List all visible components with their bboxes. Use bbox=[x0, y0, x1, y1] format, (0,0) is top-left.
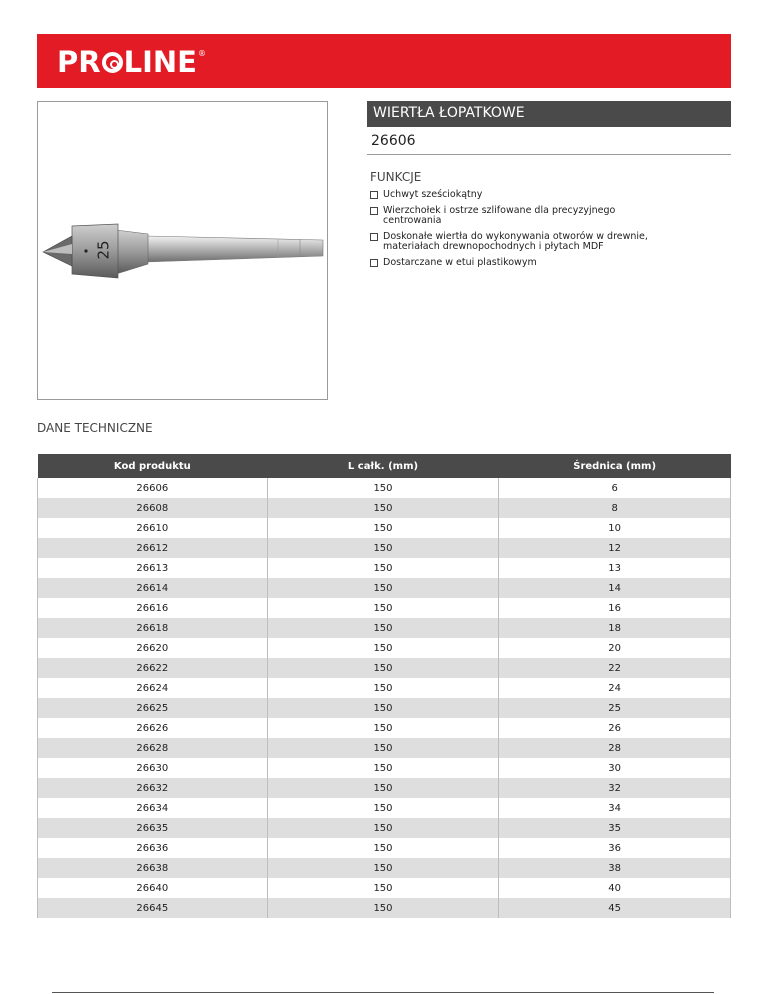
table-row bbox=[38, 698, 731, 718]
cell-code: 26628 bbox=[38, 738, 268, 758]
table-row bbox=[38, 578, 731, 598]
cell-diameter: 10 bbox=[499, 518, 731, 538]
cell-length: 150 bbox=[267, 538, 499, 558]
registered-mark: ® bbox=[197, 49, 206, 58]
cell-diameter: 16 bbox=[499, 598, 731, 618]
cell-code: 26622 bbox=[38, 658, 268, 678]
cell-diameter: 26 bbox=[499, 718, 731, 738]
table-row bbox=[38, 678, 731, 698]
table-row bbox=[38, 518, 731, 538]
cell-length: 150 bbox=[267, 898, 499, 918]
cell-diameter: 8 bbox=[499, 498, 731, 518]
cell-length: 150 bbox=[267, 718, 499, 738]
cell-length: 150 bbox=[267, 698, 499, 718]
feature-item bbox=[370, 232, 670, 253]
cell-diameter: 13 bbox=[499, 558, 731, 578]
product-code: 26606 bbox=[367, 133, 731, 155]
cell-diameter: 45 bbox=[499, 898, 731, 918]
cell-code: 26638 bbox=[38, 858, 268, 878]
cell-code: 26618 bbox=[38, 618, 268, 638]
product-title: WIERTŁA ŁOPATKOWE bbox=[367, 101, 731, 127]
table-row bbox=[38, 778, 731, 798]
cell-diameter: 24 bbox=[499, 678, 731, 698]
cell-length: 150 bbox=[267, 518, 499, 538]
table-row bbox=[38, 538, 731, 558]
cell-length: 150 bbox=[267, 798, 499, 818]
cell-code: 26640 bbox=[38, 878, 268, 898]
cell-diameter: 30 bbox=[499, 758, 731, 778]
logo-o-icon bbox=[102, 52, 123, 73]
feature-item bbox=[370, 190, 670, 201]
feature-text: Wierzchołek i ostrze szlifowane dla precyzyjnego centrowania bbox=[383, 204, 616, 226]
table-row bbox=[38, 718, 731, 738]
cell-diameter: 38 bbox=[499, 858, 731, 878]
cell-code: 26625 bbox=[38, 698, 268, 718]
cell-code: 26614 bbox=[38, 578, 268, 598]
feature-text: Uchwyt sześciokątny bbox=[383, 189, 483, 200]
cell-diameter: 6 bbox=[499, 478, 731, 498]
cell-length: 150 bbox=[267, 558, 499, 578]
table-row bbox=[38, 618, 731, 638]
cell-code: 26606 bbox=[38, 478, 268, 498]
table-row bbox=[38, 838, 731, 858]
cell-code: 26634 bbox=[38, 798, 268, 818]
cell-diameter: 22 bbox=[499, 658, 731, 678]
column-header-code: Kod produktu bbox=[38, 454, 268, 478]
checkbox-icon bbox=[370, 259, 378, 267]
cell-diameter: 18 bbox=[499, 618, 731, 638]
cell-diameter: 36 bbox=[499, 838, 731, 858]
cell-diameter: 32 bbox=[499, 778, 731, 798]
cell-code: 26610 bbox=[38, 518, 268, 538]
proline-logo bbox=[57, 47, 206, 77]
cell-diameter: 14 bbox=[499, 578, 731, 598]
cell-code: 26635 bbox=[38, 818, 268, 838]
cell-length: 150 bbox=[267, 838, 499, 858]
cell-code: 26612 bbox=[38, 538, 268, 558]
table-row bbox=[38, 878, 731, 898]
tech-heading: DANE TECHNICZNE bbox=[37, 421, 153, 435]
feature-item bbox=[370, 258, 670, 269]
size-engraving: 25 bbox=[94, 240, 113, 260]
table-row bbox=[38, 658, 731, 678]
column-header-length: L całk. (mm) bbox=[267, 454, 499, 478]
cell-code: 26616 bbox=[38, 598, 268, 618]
footer-divider bbox=[52, 992, 714, 993]
cell-code: 26608 bbox=[38, 498, 268, 518]
table-row bbox=[38, 818, 731, 838]
table-row bbox=[38, 498, 731, 518]
table-header-row bbox=[38, 454, 731, 478]
logo-text-start: PR bbox=[57, 45, 101, 79]
table-row bbox=[38, 558, 731, 578]
features-list bbox=[370, 190, 670, 268]
product-photo bbox=[37, 101, 328, 400]
cell-length: 150 bbox=[267, 498, 499, 518]
checkbox-icon bbox=[370, 233, 378, 241]
table-row bbox=[38, 758, 731, 778]
table-row bbox=[38, 798, 731, 818]
cell-diameter: 20 bbox=[499, 638, 731, 658]
features-section bbox=[370, 170, 670, 273]
cell-code: 26636 bbox=[38, 838, 268, 858]
cell-code: 26626 bbox=[38, 718, 268, 738]
cell-length: 150 bbox=[267, 678, 499, 698]
column-header-diameter: Średnica (mm) bbox=[499, 454, 731, 478]
cell-length: 150 bbox=[267, 818, 499, 838]
cell-code: 26624 bbox=[38, 678, 268, 698]
cell-length: 150 bbox=[267, 758, 499, 778]
table-row bbox=[38, 478, 731, 498]
spec-table bbox=[37, 454, 731, 918]
spade-bit-image bbox=[38, 102, 327, 399]
cell-diameter: 25 bbox=[499, 698, 731, 718]
cell-diameter: 35 bbox=[499, 818, 731, 838]
table-row bbox=[38, 858, 731, 878]
cell-length: 150 bbox=[267, 738, 499, 758]
table-row bbox=[38, 598, 731, 618]
cell-code: 26645 bbox=[38, 898, 268, 918]
feature-text: Dostarczane w etui plastikowym bbox=[383, 256, 537, 268]
checkbox-icon bbox=[370, 191, 378, 199]
cell-diameter: 40 bbox=[499, 878, 731, 898]
features-heading: FUNKCJE bbox=[370, 170, 422, 184]
cell-length: 150 bbox=[267, 658, 499, 678]
feature-item bbox=[370, 206, 670, 227]
table-row bbox=[38, 738, 731, 758]
cell-diameter: 12 bbox=[499, 538, 731, 558]
cell-length: 150 bbox=[267, 638, 499, 658]
cell-length: 150 bbox=[267, 578, 499, 598]
cell-code: 26620 bbox=[38, 638, 268, 658]
cell-code: 26613 bbox=[38, 558, 268, 578]
cell-code: 26632 bbox=[38, 778, 268, 798]
cell-length: 150 bbox=[267, 858, 499, 878]
cell-length: 150 bbox=[267, 618, 499, 638]
checkbox-icon bbox=[370, 207, 378, 215]
logo-text-end: LINE bbox=[123, 45, 197, 79]
table-row bbox=[38, 638, 731, 658]
cell-code: 26630 bbox=[38, 758, 268, 778]
feature-text: Doskonałe wiertła do wykonywania otworów w drewnie, materiałach drewnopochodnych i płytach MDF bbox=[383, 230, 648, 252]
brand-banner bbox=[37, 34, 731, 88]
cell-diameter: 28 bbox=[499, 738, 731, 758]
cell-length: 150 bbox=[267, 778, 499, 798]
table-row bbox=[38, 898, 731, 918]
cell-length: 150 bbox=[267, 478, 499, 498]
cell-length: 150 bbox=[267, 598, 499, 618]
cell-diameter: 34 bbox=[499, 798, 731, 818]
cell-length: 150 bbox=[267, 878, 499, 898]
